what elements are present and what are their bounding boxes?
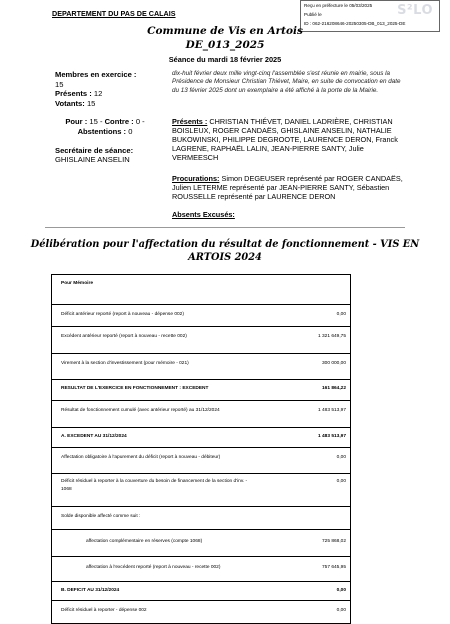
deliberation-title-line1: Délibération pour l'affectation du résultat de fonctionnement - VIS EN — [30, 239, 420, 250]
row-label: B. DEFICIT AU 31/12/2024 — [61, 588, 120, 593]
row-label: Déficit résiduel à reporter - dépense 002 — [61, 608, 147, 613]
department-header: DEPARTEMENT DU PAS DE CALAIS — [52, 9, 176, 18]
table-row — [52, 507, 350, 530]
row-label: Affectation obligatoire à l'apurement du déficit (report à nouveau - débiteur) — [61, 455, 221, 460]
row-value: 0,00 — [336, 588, 346, 593]
table-row — [52, 601, 350, 624]
row-value: 300 000,00 — [321, 361, 346, 366]
presents-heading: Présents : — [172, 117, 208, 126]
table-row — [52, 275, 350, 305]
table-row — [52, 401, 350, 428]
row-value: 0,00 — [336, 479, 346, 484]
deliberation-reference: DE_013_2025 — [185, 39, 265, 51]
row-value: 161 864,22 — [321, 386, 346, 391]
stamp-id: ID : 062-216208646-20250305-DB_013_2025-DE — [304, 21, 406, 26]
row-label: Résultat de fonctionnement cumulé (avec antérieur reporté) au 31/12/2024 — [61, 408, 220, 413]
row-label: Excédent antérieur reporté (report à nouveau - recette 002) — [61, 334, 187, 339]
row-label: Pour Mémoire — [61, 281, 93, 286]
row-label: Déficit antérieur reporté (report à nouveau - dépense 002) — [61, 312, 184, 317]
votants-label: Votants: — [55, 98, 85, 108]
presents-section — [172, 117, 412, 162]
table-row — [52, 474, 350, 507]
presents-label: Présents : — [55, 89, 92, 99]
row-value: 0,00 — [336, 312, 346, 317]
members-exercice-label: Membres en exercice : — [55, 70, 137, 79]
contre-value: 0 — [135, 117, 141, 127]
row-value: 757 645,95 — [321, 565, 346, 570]
table-row — [52, 380, 350, 401]
pour-value: 15 — [89, 117, 98, 127]
row-label: Déficit résiduel à reporter à la couverture du besoin de financement de la section d'inv. - — [61, 479, 248, 484]
votants-value: 15 — [86, 98, 96, 108]
session-intro: dix-huit février deux mille vingt-cinq l'assemblée s'est réunie en mairie, sous la Présidence de Monsieur Christian Thiévet, Maire, en suite de convocation en date du 13 février 2025 dont un exemplaire a été affiché à la porte de la Mairie. — [172, 70, 401, 94]
members-exercice-value: 15 — [55, 79, 64, 89]
abstentions-value: 0 — [128, 126, 133, 136]
table-row — [52, 448, 350, 474]
secretaire-value: GHISLAINE ANSELIN — [55, 155, 130, 165]
table-row — [52, 305, 350, 327]
table-row — [52, 530, 350, 557]
absents-heading: Absents Excusés: — [172, 210, 235, 219]
contre-label: Contre : — [104, 117, 134, 127]
row-value: 1 483 513,97 — [317, 408, 346, 413]
procurations-section — [172, 174, 412, 201]
row-label: affectation complémentaire en réserves (compte 1068) — [86, 539, 203, 544]
table-row — [52, 557, 350, 582]
s2lo-logo: S²LO — [397, 3, 433, 18]
procurations-text: Simon DEGEUSER représenté par ROGER CANDAËS, Julien LETERME représenté par JEAN-PIERRE SANTY, Sébastien ROUSSELLE représenté par LAURENCE DERON — [172, 174, 403, 201]
secretaire-label: Secrétaire de séance: — [55, 145, 134, 155]
table-row — [52, 428, 350, 448]
deliberation-title-line2: ARTOIS 2024 — [188, 252, 262, 263]
procurations-heading: Procurations: — [172, 174, 220, 183]
abstentions-label: Abstentions : — [77, 126, 127, 136]
stamp-received: Reçu en préfecture le 05/03/2025 — [304, 3, 373, 8]
pour-label: Pour : — [65, 117, 88, 127]
row-label: affectation à l'excédent reporté (report à nouveau - recette 002) — [86, 565, 221, 570]
commune-title: Commune de Vis en Artois — [147, 25, 303, 37]
row-label: A. EXCEDENT AU 31/12/2024 — [61, 434, 127, 439]
section-divider — [45, 227, 405, 228]
members-panel: Membres en exercice : 15 Présents : 12 Votants: 15 Pour : 15 - Contre : 0 - Abstentions : 0 Secrétaire de séance: GHISLAINE ANSELIN — [55, 70, 155, 165]
table-row — [52, 354, 350, 380]
deliberation-title — [0, 238, 450, 264]
row-label: RESULTAT DE L'EXERCICE EN FONCTIONNEMENT : EXCEDENT — [61, 386, 209, 391]
row-label: Solde disponible affecté comme suit : — [61, 514, 141, 519]
row-value: 0,00 — [336, 608, 346, 613]
seance-date: Séance du mardi 18 février 2025 — [168, 55, 282, 64]
row-label-continued: 1068 — [61, 487, 72, 492]
table-row — [52, 582, 350, 601]
row-value: 725 868,02 — [321, 539, 346, 544]
row-value: 0,00 — [336, 455, 346, 460]
row-value: 1 483 513,97 — [317, 434, 346, 439]
presents-value: 12 — [93, 89, 103, 99]
row-label: Virement à la section d'investissement (pour mémoire - 021) — [61, 361, 189, 366]
table-row — [52, 327, 350, 354]
result-table — [51, 274, 351, 624]
presents-names: CHRISTIAN THIÉVET, DANIEL LADRIÈRE, CHRISTIAN BOISLEUX, ROGER CANDAËS, GHISLAINE ANSELIN, NATHALIE BUKOWINSKI, PHILIPPE DEGROOTE, LAURENCE DERON, Franck LAGRENE, RAPHAËL LALIN, JEAN-PIERRE SANTY, Julie VERMEESCH — [172, 117, 398, 162]
row-value: 1 321 649,75 — [317, 334, 346, 339]
stamp-published: Publié le — [304, 12, 322, 17]
